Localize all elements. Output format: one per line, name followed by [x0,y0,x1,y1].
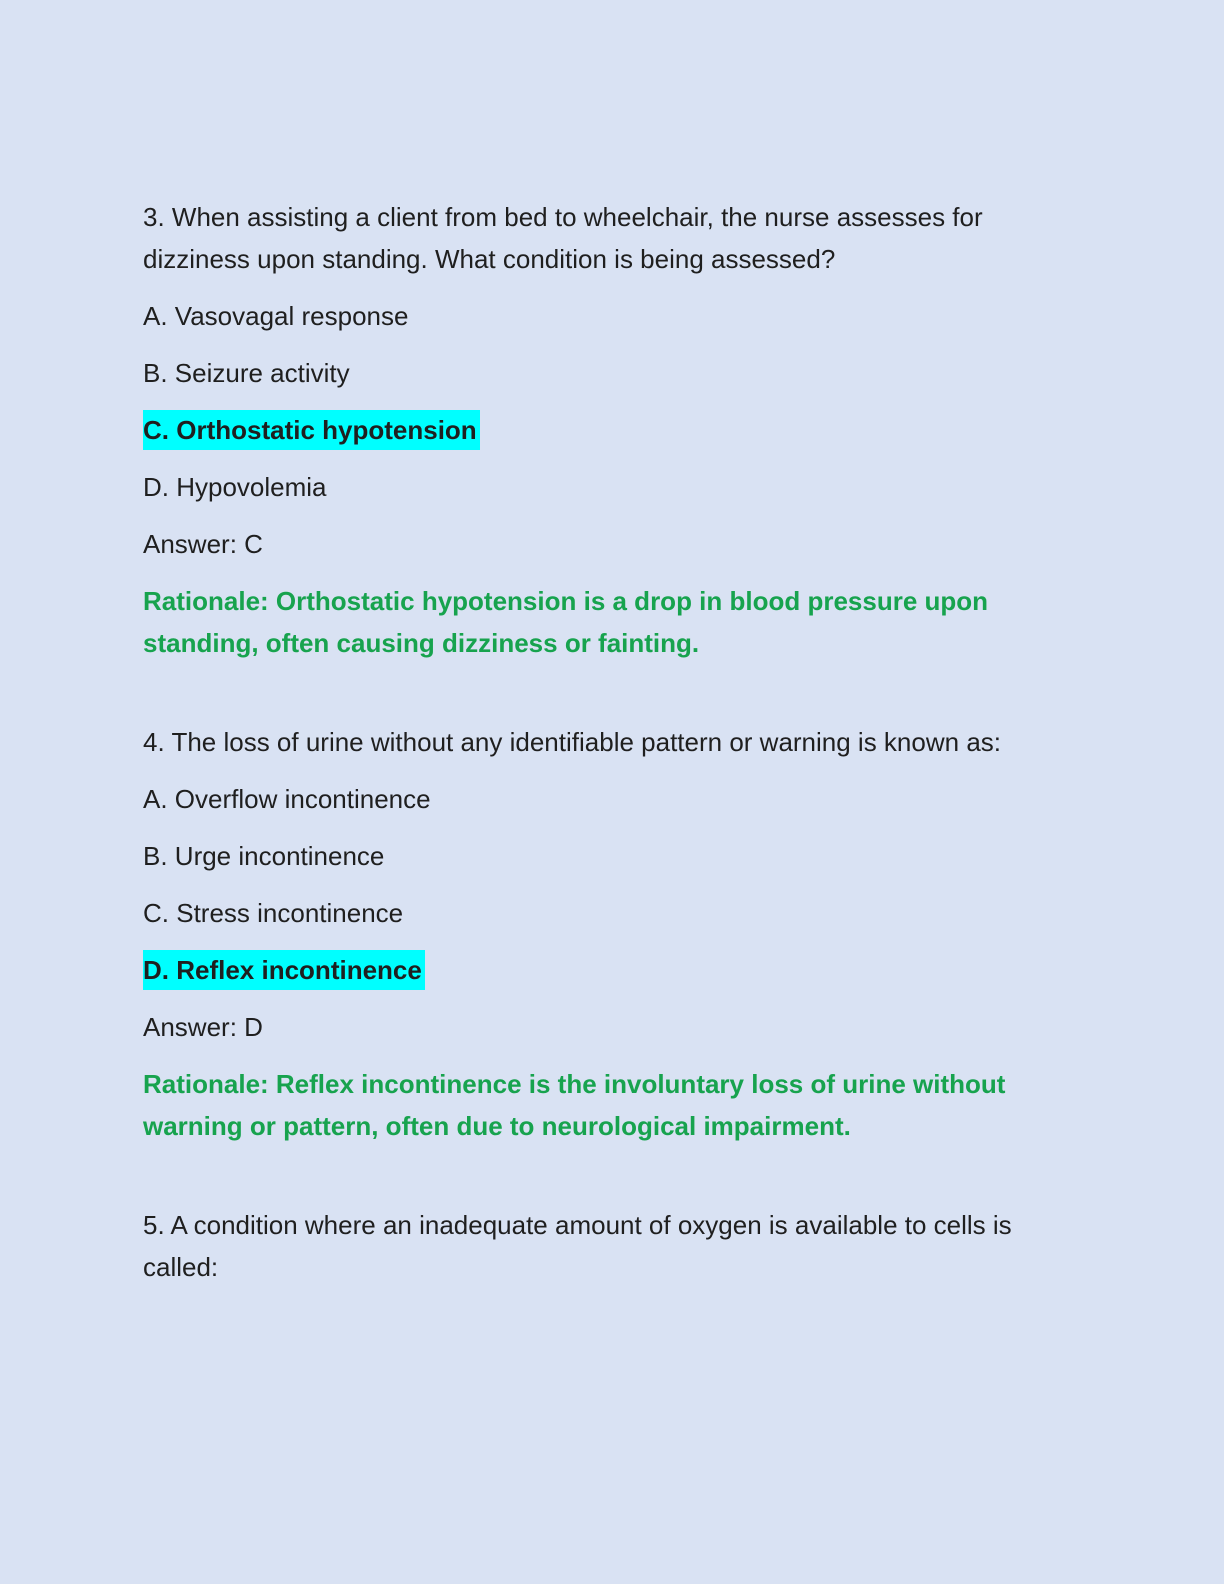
option-label: D. Hypovolemia [143,472,327,502]
option-label: A. Overflow incontinence [143,784,431,814]
answer-line: Answer: D [143,1012,263,1042]
question-text: 3. When assisting a client from bed to wheelchair, the nurse assesses for dizziness upon standing. What condition is being assessed? [143,202,983,274]
option-c-highlighted [143,409,1094,451]
question-block-4 [143,721,1094,1147]
document-content [143,196,1094,1288]
option-label: B. Urge incontinence [143,841,385,871]
question-text: 5. A condition where an inadequate amount of oxygen is available to cells is called: [143,1210,1012,1282]
option-label: C. Orthostatic hypotension [143,410,480,450]
rationale-text: Rationale: Reflex incontinence is the involuntary loss of urine without warning or pattern, often due to neurological impairment. [143,1069,1006,1141]
option-b [143,352,1094,394]
question-text: 4. The loss of urine without any identifiable pattern or warning is known as: [143,727,1001,757]
option-b [143,835,1094,877]
option-label: C. Stress incontinence [143,898,404,928]
answer-line: Answer: C [143,529,263,559]
option-label: A. Vasovagal response [143,301,409,331]
option-a [143,295,1094,337]
option-label: D. Reflex incontinence [143,950,425,990]
rationale-text: Rationale: Orthostatic hypotension is a drop in blood pressure upon standing, often causing dizziness or fainting. [143,586,989,658]
option-a [143,778,1094,820]
question-block-3 [143,196,1094,664]
option-label: B. Seizure activity [143,358,350,388]
option-d [143,466,1094,508]
option-d-highlighted [143,949,1094,991]
option-c [143,892,1094,934]
question-block-5 [143,1204,1094,1288]
